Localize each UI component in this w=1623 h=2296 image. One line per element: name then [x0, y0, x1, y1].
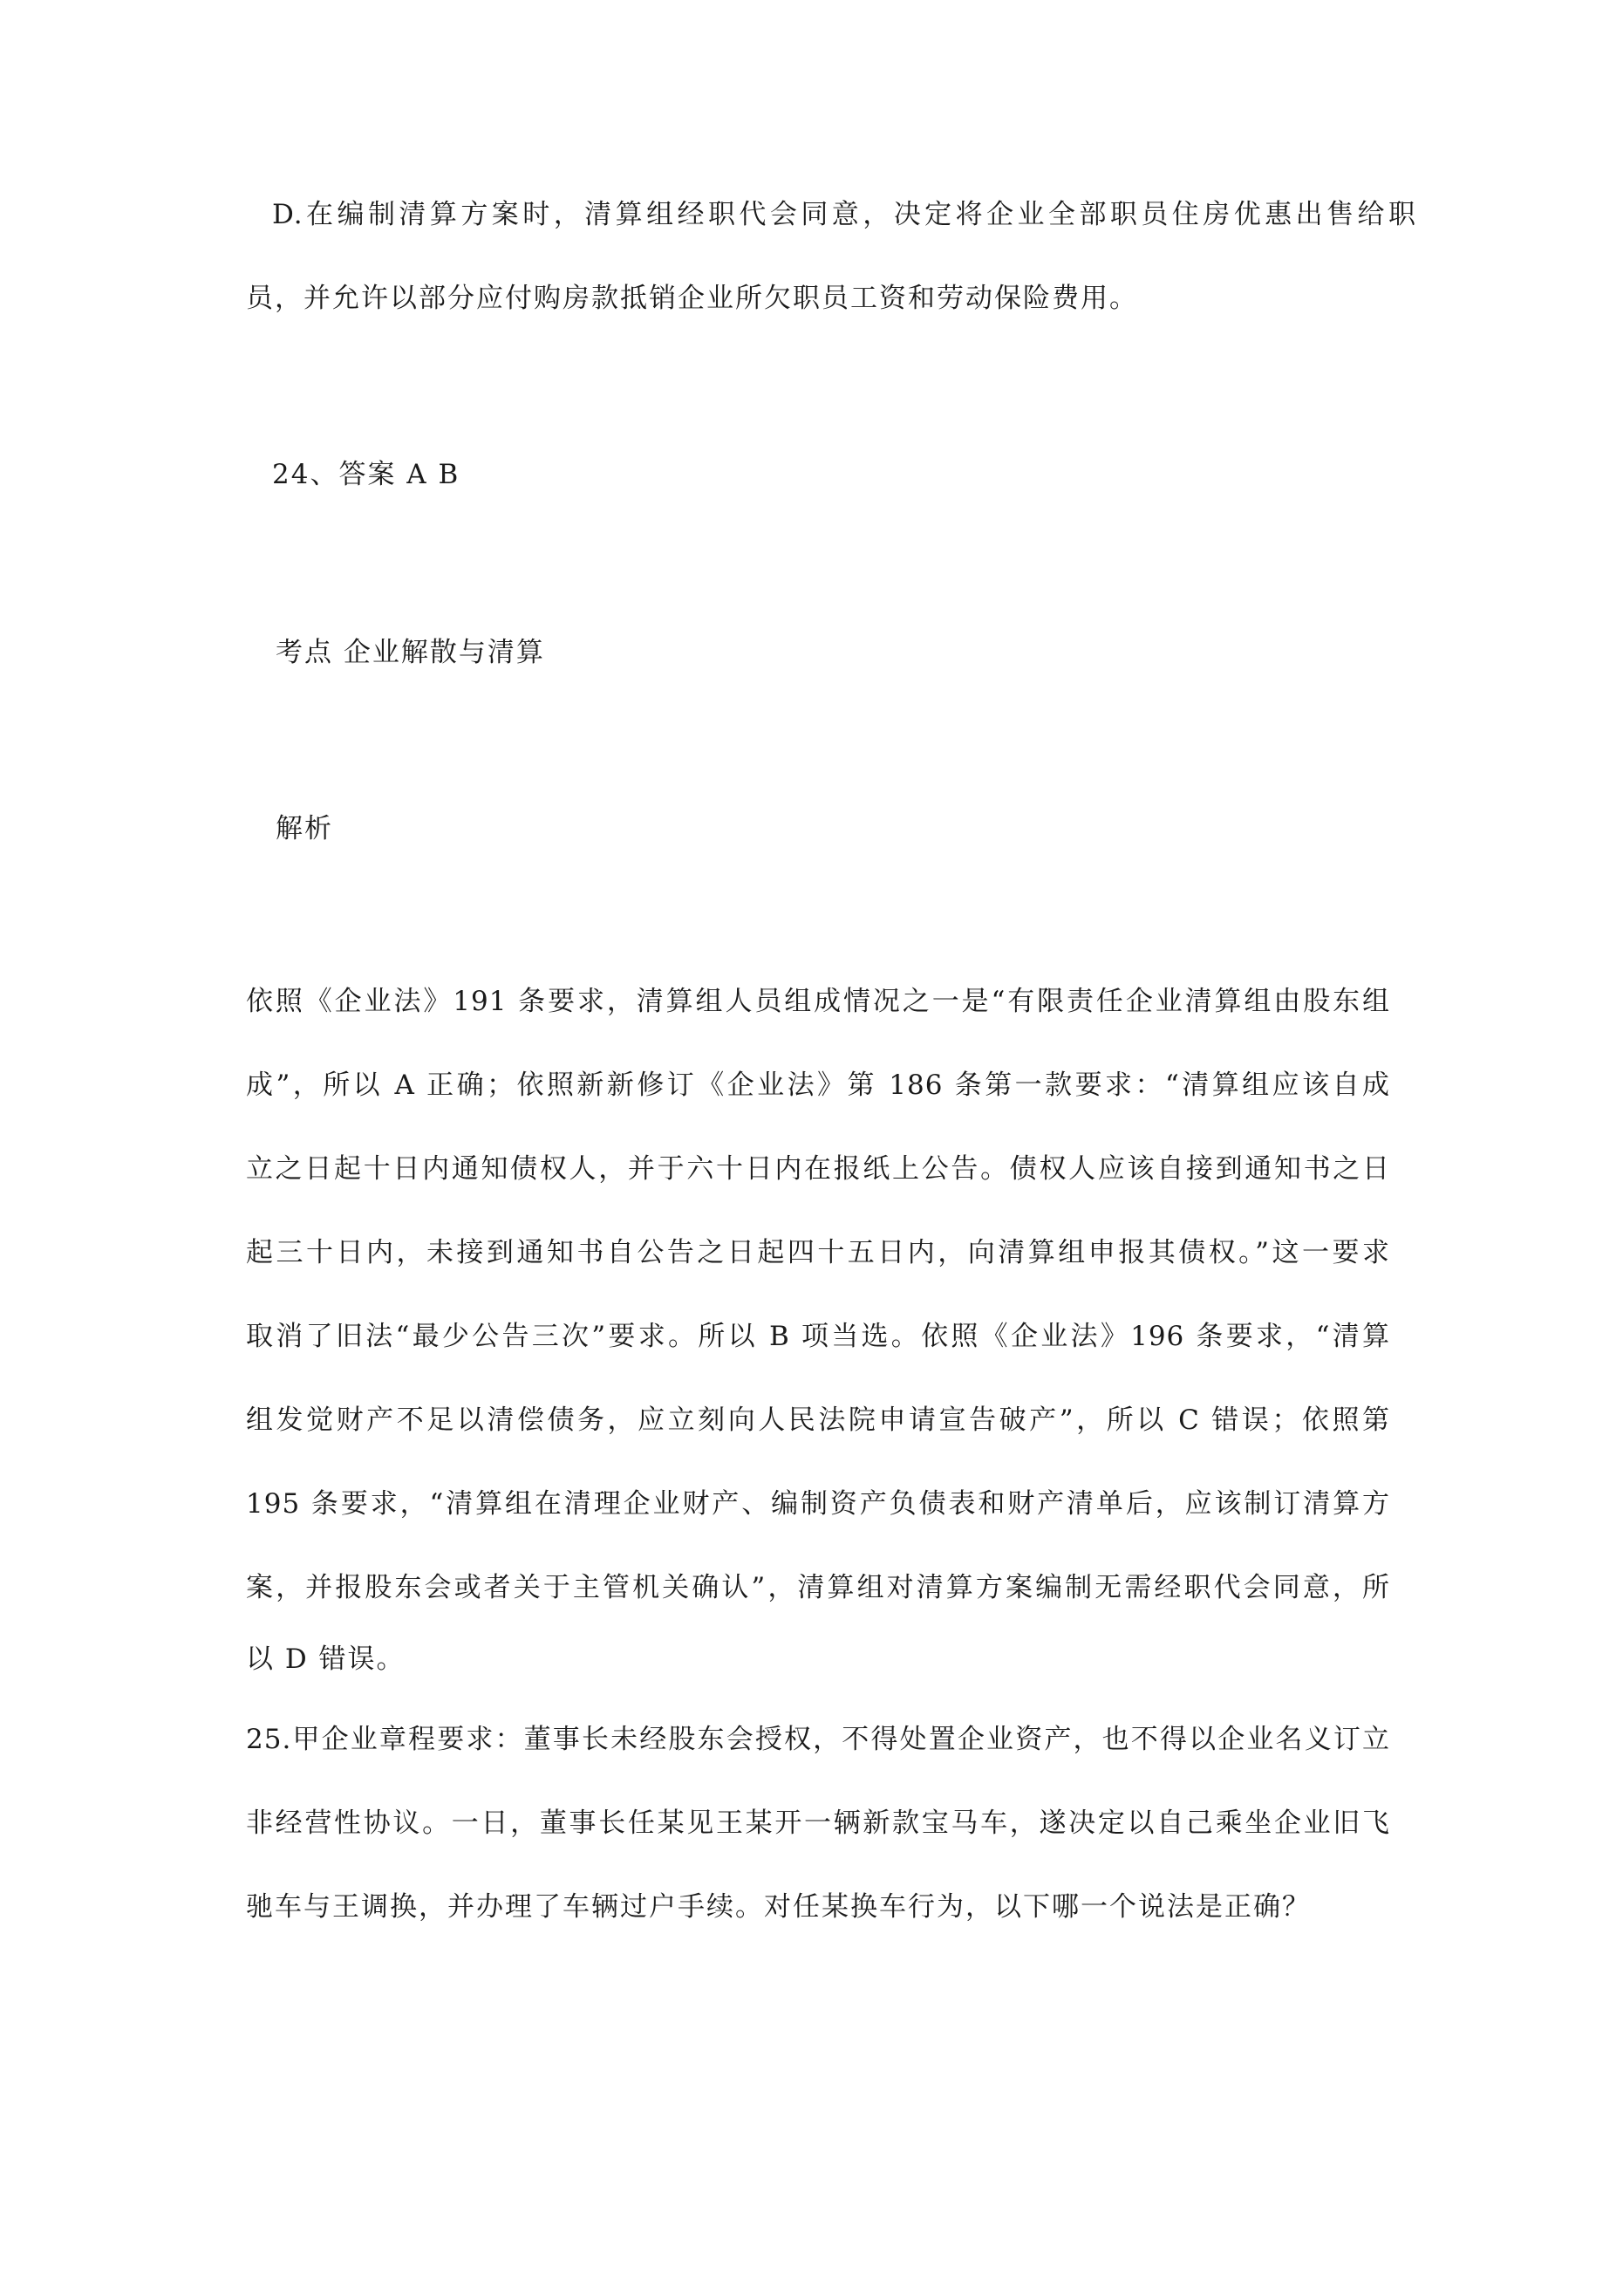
option-d-line-2: 员，并允许以部分应付购房款抵销企业所欠职员工资和劳动保险费用。	[246, 283, 1138, 314]
analysis-line-5: 取消了旧法“最少公告三次”要求。所以 B 项当选。依照《企业法》196 条要求，“清算	[246, 1321, 1390, 1352]
analysis-line-1: 依照《企业法》191 条要求，清算组人员组成情况之一是“有限责任企业清算组由股东组	[246, 986, 1390, 1017]
question-25-line-2: 非经营性协议。一日，董事长任某见王某开一辆新款宝马车，遂决定以自己乘坐企业旧飞	[246, 1807, 1390, 1839]
analysis-line-6: 组发觉财产不足以清偿债务，应立刻向人民法院申请宣告破产”，所以 C 错误；依照第	[246, 1404, 1390, 1436]
option-d-line-1: D.在编制清算方案时，清算组经职代会同意，决定将企业全部职员住房优惠出售给职	[272, 199, 1416, 230]
exam-point-line: 考点 企业解散与清算	[276, 637, 545, 668]
analysis-line-4: 起三十日内，未接到通知书自公告之日起四十五日内，向清算组申报其债权。”这一要求	[246, 1237, 1390, 1268]
analysis-line-7: 195 条要求，“清算组在清理企业财产、编制资产负债表和财产清单后，应该制订清算方	[246, 1488, 1390, 1520]
analysis-line-3: 立之日起十日内通知债权人，并于六十日内在报纸上公告。债权人应该自接到通知书之日	[246, 1153, 1390, 1185]
question-25-line-3: 驰车与王调换，并办理了车辆过户手续。对任某换车行为，以下哪一个说法是正确？	[246, 1891, 1311, 1923]
analysis-line-2: 成”，所以 A 正确；依照新新修订《企业法》第 186 条第一款要求：“清算组应该自成	[246, 1069, 1390, 1101]
answer-line: 24、答案 A B	[272, 459, 460, 490]
question-25-line-1: 25.甲企业章程要求：董事长未经股东会授权，不得处置企业资产，也不得以企业名义订立	[246, 1724, 1390, 1755]
analysis-line-9: 以 D 错误。	[246, 1643, 406, 1675]
analysis-heading: 解析	[276, 813, 333, 844]
analysis-line-8: 案，并报股东会或者关于主管机关确认”，清算组对清算方案编制无需经职代会同意，所	[246, 1572, 1390, 1603]
